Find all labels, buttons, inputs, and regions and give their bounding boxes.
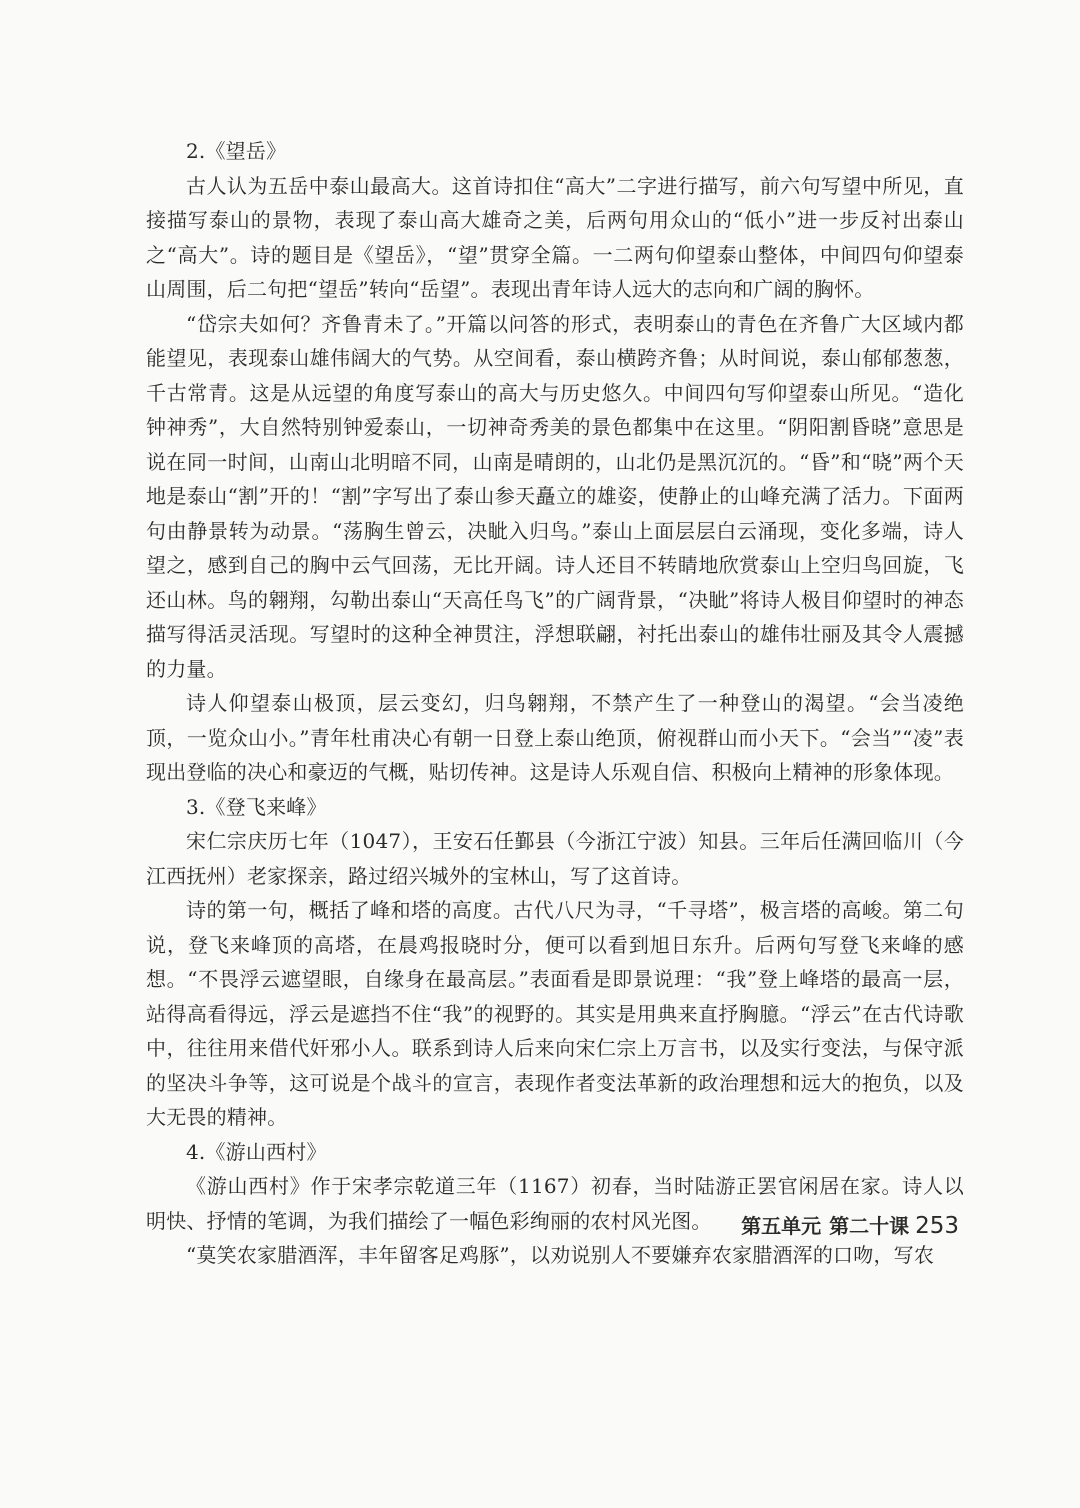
body-paragraph: “莫笑农家腊酒浑，丰年留客足鸡豚”，以劝说别人不要嫌弃农家腊酒浑的口吻，写农 [186,1243,935,1267]
body-paragraph: 诗人仰望泰山极顶，层云变幻，归鸟翱翔，不禁产生了一种登山的渴望。“会当凌绝顶，一览众山小。”青年杜甫决心有朝一日登上泰山绝顶，俯视群山而小天下。“会当”“凌”表现出登临的决心和豪迈的气概，贴切传神。这是诗人乐观自信、积极向上精神的形象体现。 [146,691,964,784]
body-paragraph: 宋仁宗庆历七年（1047），王安石任鄞县（今浙江宁波）知县。三年后任满回临川（今江西抚州）老家探亲，路过绍兴城外的宝林山，写了这首诗。 [146,829,964,888]
section-wangyue [146,134,964,790]
section-heading: 2.《望岳》 [186,139,287,163]
footer-unit: 第五单元 [741,1214,822,1238]
page-number: 253 [915,1213,959,1239]
body-paragraph: 诗的第一句，概括了峰和塔的高度。古代八尺为寻，“千寻塔”，极言塔的高峻。第二句说，登飞来峰顶的高塔，在晨鸡报晓时分，便可以看到旭日东升。后两句写登飞来峰的感想。“不畏浮云遮望眼，自缘身在最高层。”表面看是即景说理：“我”登上峰塔的最高一层，站得高看得远，浮云是遮挡不住“我”的视野的。其实是用典来直抒胸臆。“浮云”在古代诗歌中，往往用来借代奸邪小人。联系到诗人后来向宋仁宗上万言书，以及实行变法，与保守派的坚决斗争等，这可说是个战斗的宣言，表现作者变法革新的政治理想和远大的抱负，以及大无畏的精神。 [146,898,964,1129]
body-paragraph: 古人认为五岳中泰山最高大。这首诗扣住“高大”二字进行描写，前六句写望中所见，直接描写泰山的景物，表现了泰山高大雄奇之美，后两句用众山的“低小”进一步反衬出泰山之“高大”。诗的题目是《望岳》，“望”贯穿全篇。一二两句仰望泰山整体，中间四句仰望泰山周围，后二句把“望岳”转向“岳望”。表现出青年诗人远大的志向和广阔的胸怀。 [146,173,964,301]
section-heading: 4.《游山西村》 [186,1139,327,1164]
section-dengfeilaifeng [146,790,964,1135]
body-paragraph: “岱宗夫如何？齐鲁青未了。”开篇以问答的形式，表明泰山的青色在齐鲁广大区域内都能望见，表现泰山雄伟阔大的气势。从空间看，泰山横跨齐鲁；从时间说，泰山郁郁葱葱，千古常青。这是从远望的角度写泰山的高大与历史悠久。中间四句写仰望泰山所见。“造化钟神秀”，大自然特别钟爱泰山，一切神奇秀美的景色都集中在这里。“阴阳割昏晓”意思是说在同一时间，山南山北明暗不同，山南是晴朗的，山北仍是黑沉沉的。“昏”和“晓”两个天地是泰山“割”开的！“割”字写出了泰山参天矗立的雄姿，使静止的山峰充满了活力。下面两句由静景转为动景。“荡胸生曾云，决眦入归鸟。”泰山上面层层白云涌现，变化多端，诗人望之，感到自己的胸中云气回荡，无比开阔。诗人还目不转睛地欣赏泰山上空归鸟回旋，飞还山林。鸟的翱翔，勾勒出泰山“天高任鸟飞”的广阔背景，“决眦”将诗人极目仰望时的神态描写得活灵活现。写望时的这种全神贯注，浮想联翩，衬托出泰山的雄伟壮丽及其令人震撼的力量。 [146,311,964,681]
section-youshanxicun [146,1135,964,1273]
page-footer [741,1212,959,1240]
page-body [146,134,964,1273]
section-heading: 3.《登飞来峰》 [186,794,327,819]
body-paragraph: 《游山西村》作于宋孝宗乾道三年（1167）初春，当时陆游正罢官闲居在家。诗人以明快、抒情的笔调，为我们描绘了一幅色彩绚丽的农村风光图。 [146,1174,964,1233]
footer-lesson: 第二十课 [829,1214,910,1238]
